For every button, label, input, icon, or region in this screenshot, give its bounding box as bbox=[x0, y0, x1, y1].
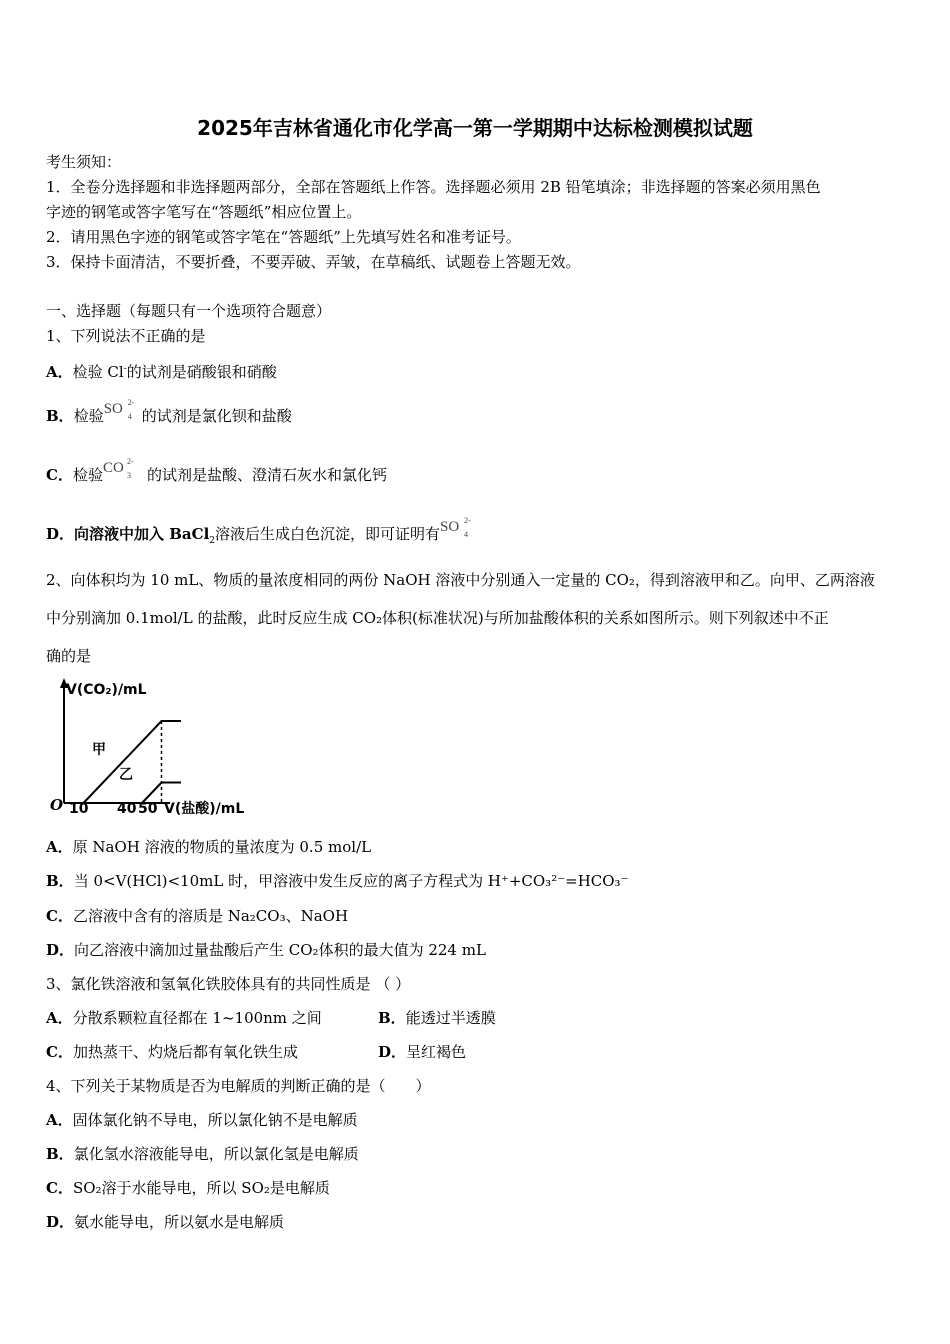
ion-formula: SO bbox=[440, 519, 460, 535]
option-text: 的试剂是硝酸银和硝酸 bbox=[126, 363, 277, 381]
ion-subscript: 4 bbox=[127, 412, 132, 421]
option-label: A． bbox=[46, 1009, 73, 1027]
option-label: B． bbox=[46, 407, 74, 425]
q2-option-b bbox=[46, 871, 628, 891]
option-text: 当 0<V(HCl)<10mL 时，甲溶液中发生反应的离子方程式为 H⁺+CO₃²⁻=HCO₃⁻ bbox=[73, 872, 629, 890]
option-label: A． bbox=[46, 363, 73, 381]
q2-stem-line-2: 中分别滴加 0.1mol/L 的盐酸，此时反应生成 CO₂体积(标准状况)与所加盐酸体积的关系如图所示。则下列叙述中不正 bbox=[46, 609, 829, 627]
option-text: 原 NaOH 溶液的物质的量浓度为 0.5 mol/L bbox=[72, 838, 372, 856]
option-text: 溶液后生成白色沉淀，即可证明有 bbox=[215, 525, 441, 543]
option-text: 能透过半透膜 bbox=[405, 1009, 496, 1027]
q1-option-a bbox=[46, 359, 277, 382]
option-text: 检验 bbox=[73, 407, 104, 425]
q2-option-d bbox=[46, 940, 486, 960]
ion-charge: 2- bbox=[464, 516, 471, 525]
q2-option-a bbox=[46, 837, 371, 857]
q3-option-b bbox=[378, 1008, 496, 1028]
option-text: 检验 Cl bbox=[72, 363, 124, 381]
notice-heading: 考生须知： bbox=[46, 153, 122, 171]
option-label: A． bbox=[46, 1111, 73, 1129]
co2-volume-chart bbox=[44, 676, 260, 824]
q3-option-c bbox=[46, 1042, 298, 1062]
superscript: - bbox=[123, 364, 127, 374]
section-heading: 一、选择题（每题只有一个选项符合题意） bbox=[46, 302, 332, 320]
q2-option-c bbox=[46, 906, 348, 926]
option-text: 向乙溶液中滴加过量盐酸后产生 CO₂体积的最大值为 224 mL bbox=[74, 941, 486, 959]
option-label: D． bbox=[378, 1043, 407, 1061]
sulfate-ion bbox=[440, 517, 478, 537]
option-text: 向溶液中加入 BaCl bbox=[74, 525, 210, 543]
q3-option-a bbox=[46, 1008, 322, 1028]
option-label: D． bbox=[46, 941, 75, 959]
option-text: 加热蒸干、灼烧后都有氧化铁生成 bbox=[72, 1043, 298, 1061]
x-axis-label: V(盐酸)/mL bbox=[164, 801, 245, 817]
origin-label: O bbox=[50, 796, 64, 814]
q1-stem: 1、下列说法不正确的是 bbox=[46, 327, 206, 345]
page-title: 2025年吉林省通化市化学高一第一学期期中达标检测模拟试题 bbox=[197, 116, 753, 140]
x-tick-label: 40 bbox=[117, 801, 137, 817]
q2-stem-line-1: 2、向体积均为 10 mL、物质的量浓度相同的两份 NaOH 溶液中分别通入一定量的 CO₂，得到溶液甲和乙。向甲、乙两溶液 bbox=[46, 571, 875, 589]
q4-option-c bbox=[46, 1178, 330, 1198]
option-text: 呈红褐色 bbox=[406, 1043, 467, 1061]
option-label: C． bbox=[46, 1179, 73, 1197]
ion-formula: CO bbox=[102, 460, 124, 476]
option-label: C． bbox=[46, 1043, 73, 1061]
x-tick-label: 50 bbox=[138, 801, 158, 817]
ion-formula: SO bbox=[103, 401, 123, 417]
notice-line-2: 2．请用黑色字迹的钢笔或答字笔在“答题纸”上先填写姓名和准考证号。 bbox=[46, 228, 521, 246]
q3-option-d bbox=[378, 1042, 466, 1062]
notice-line-1a: 1．全卷分选择题和非选择题两部分，全部在答题纸上作答。选择题必须用 2B 铅笔填涂；非选择题的答案必须用黑色 bbox=[46, 178, 821, 196]
option-text: 氨水能导电，所以氨水是电解质 bbox=[74, 1213, 285, 1231]
series-label-yi: 乙 bbox=[119, 767, 133, 783]
option-text: 氯化氢水溶液能导电，所以氯化氢是电解质 bbox=[73, 1145, 359, 1163]
q1-option-c bbox=[46, 457, 387, 486]
q1-option-b bbox=[46, 398, 292, 427]
series-line-jia bbox=[84, 721, 182, 803]
option-label: B． bbox=[378, 1009, 406, 1027]
subscript: 2 bbox=[209, 536, 216, 546]
ion-charge: 2- bbox=[126, 457, 134, 466]
option-label: D． bbox=[46, 1213, 75, 1231]
option-text: 分散系颗粒直径都在 1~100nm 之间 bbox=[72, 1009, 322, 1027]
option-text: 的试剂是氯化钡和盐酸 bbox=[141, 407, 292, 425]
option-text: 检验 bbox=[72, 466, 103, 484]
ion-charge: 2- bbox=[127, 398, 135, 407]
ion-subscript: 3 bbox=[126, 471, 131, 480]
q4-stem: 4、下列关于某物质是否为电解质的判断正确的是（ ） bbox=[46, 1077, 431, 1095]
option-label: A． bbox=[46, 838, 73, 856]
option-label: B． bbox=[46, 1145, 74, 1163]
sulfate-ion bbox=[104, 399, 142, 419]
option-text: 的试剂是盐酸、澄清石灰水和氯化钙 bbox=[146, 466, 387, 484]
option-label: D． bbox=[46, 525, 75, 543]
q4-option-d bbox=[46, 1212, 284, 1232]
ion-subscript: 4 bbox=[464, 530, 469, 539]
q1-option-d bbox=[46, 516, 478, 551]
notice-line-3: 3．保持卡面清洁，不要折叠，不要弄破、弄皱，在草稿纸、试题卷上答题无效。 bbox=[46, 253, 581, 271]
series-label-jia: 甲 bbox=[92, 742, 106, 758]
x-tick-label: 10 bbox=[69, 801, 89, 817]
option-text: 乙溶液中含有的溶质是 Na₂CO₃、NaOH bbox=[72, 907, 349, 925]
q4-option-a bbox=[46, 1110, 358, 1130]
y-axis-label: V(CO₂)/mL bbox=[66, 682, 147, 698]
q3-stem: 3、氯化铁溶液和氢氧化铁胶体具有的共同性质是 （ ） bbox=[46, 975, 411, 993]
q2-stem-line-3: 确的是 bbox=[46, 647, 92, 665]
carbonate-ion bbox=[103, 458, 147, 478]
option-text: 固体氯化钠不导电，所以氯化钠不是电解质 bbox=[72, 1111, 358, 1129]
option-label: B． bbox=[46, 872, 74, 890]
notice-line-1b: 字迹的钢笔或答字笔写在“答题纸”相应位置上。 bbox=[46, 203, 362, 221]
option-label: C． bbox=[46, 907, 73, 925]
q4-option-b bbox=[46, 1144, 359, 1164]
option-text: SO₂溶于水能导电，所以 SO₂是电解质 bbox=[72, 1179, 330, 1197]
option-label: C． bbox=[46, 466, 73, 484]
